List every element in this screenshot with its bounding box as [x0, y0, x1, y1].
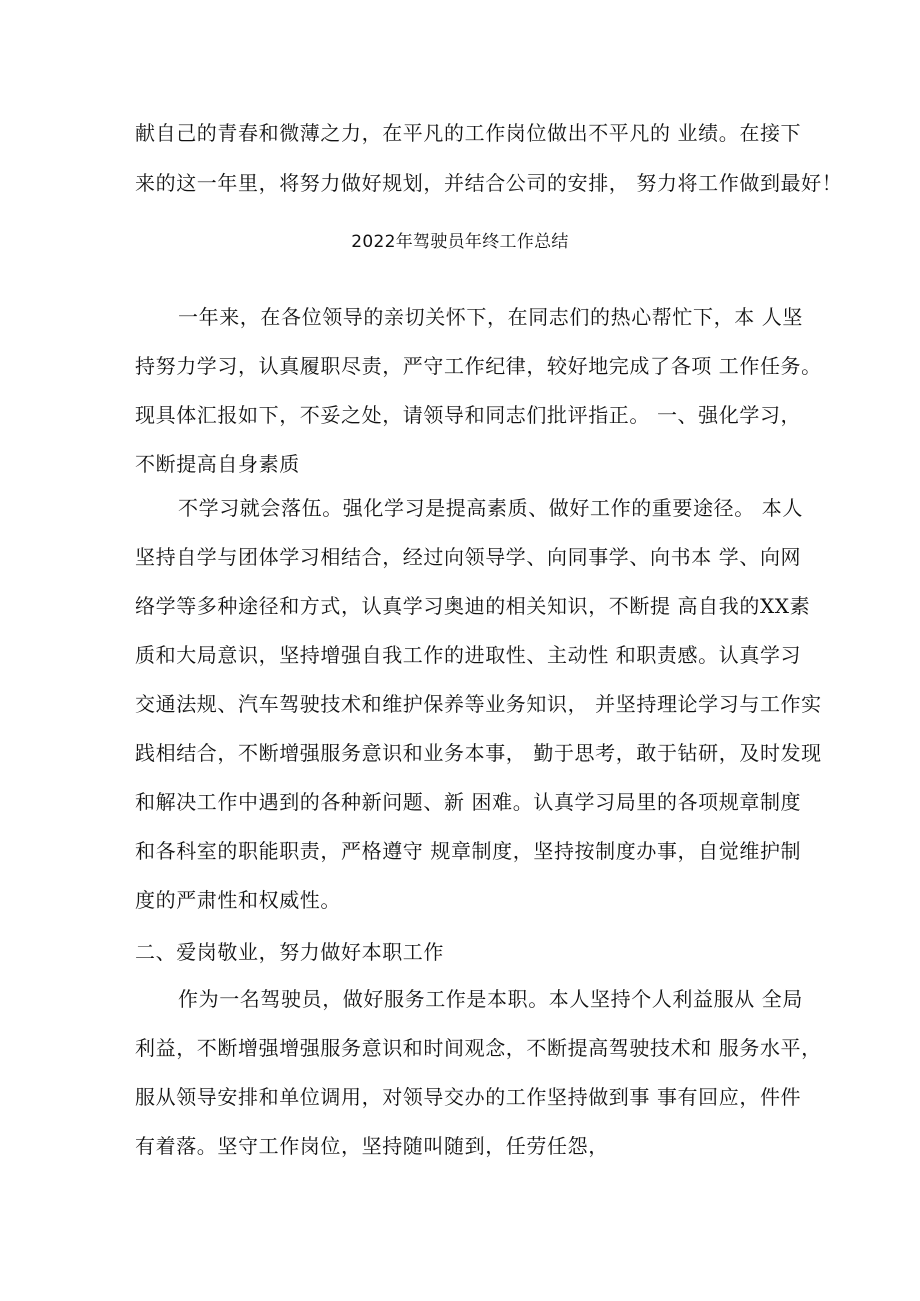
section2-line-1: 作为一名驾驶员，做好服务工作是本职。本人坚持个人利益服从 全局	[178, 987, 803, 1011]
intro-line-2: 持努力学习，认真履职尽责，严守工作纪律，较好地完成了各项 工作任务。	[135, 354, 822, 378]
section1-line-7: 和解决工作中遇到的各种新问题、新 困难。认真学习局里的各项规章制度	[135, 790, 802, 814]
section1-line-1: 不学习就会落伍。强化学习是提高素质、做好工作的重要途径。 本人	[178, 496, 803, 520]
section1-line-2: 坚持自学与团体学习相结合，经过向领导学、向同事学、向书本 学、向网	[135, 545, 802, 569]
section1-line-6: 践相结合，不断增强服务意识和业务本事， 勤于思考，敢于钻研，及时发现	[135, 741, 822, 765]
intro-line-4: 不断提高自身素质	[135, 452, 300, 476]
section1-line-3: 络学等多种途径和方式，认真学习奥迪的相关知识，不断提 高自我的XX素	[135, 594, 811, 618]
section2-heading: 二、爱岗敬业，努力做好本职工作	[135, 940, 444, 964]
continuation-line-1: 献自己的青春和微薄之力，在平凡的工作岗位做出不平凡的 业绩。在接下	[135, 121, 802, 145]
section1-line-8: 和各科室的职能职责，严格遵守 规章制度，坚持按制度办事，自觉维护制	[135, 839, 802, 863]
intro-line-3: 现具体汇报如下，不妥之处，请领导和同志们批评指正。 一、强化学习，	[135, 403, 802, 427]
section1-line-9: 度的严肃性和权威性。	[135, 888, 341, 912]
section2-line-4: 有着落。坚守工作岗位，坚持随叫随到，任劳任怨，	[135, 1134, 609, 1158]
section2-line-2: 利益，不断增强增强服务意识和时间观念，不断提高驾驶技术和 服务水平，	[135, 1036, 822, 1060]
section1-line-4: 质和大局意识，坚持增强自我工作的进取性、主动性 和职责感。认真学习	[135, 643, 802, 667]
intro-line-1: 一年来，在各位领导的亲切关怀下，在同志们的热心帮忙下，本 人坚	[178, 305, 803, 329]
document-title: 2022年驾驶员年终工作总结	[351, 232, 569, 252]
section1-line-5: 交通法规、汽车驾驶技术和维护保养等业务知识， 并坚持理论学习与工作实	[135, 692, 822, 716]
section2-line-3: 服从领导安排和单位调用，对领导交办的工作坚持做到事 事有回应，件件	[135, 1085, 802, 1109]
continuation-line-2: 来的这一年里，将努力做好规划，并结合公司的安排， 努力将工作做到最好！	[135, 171, 843, 195]
